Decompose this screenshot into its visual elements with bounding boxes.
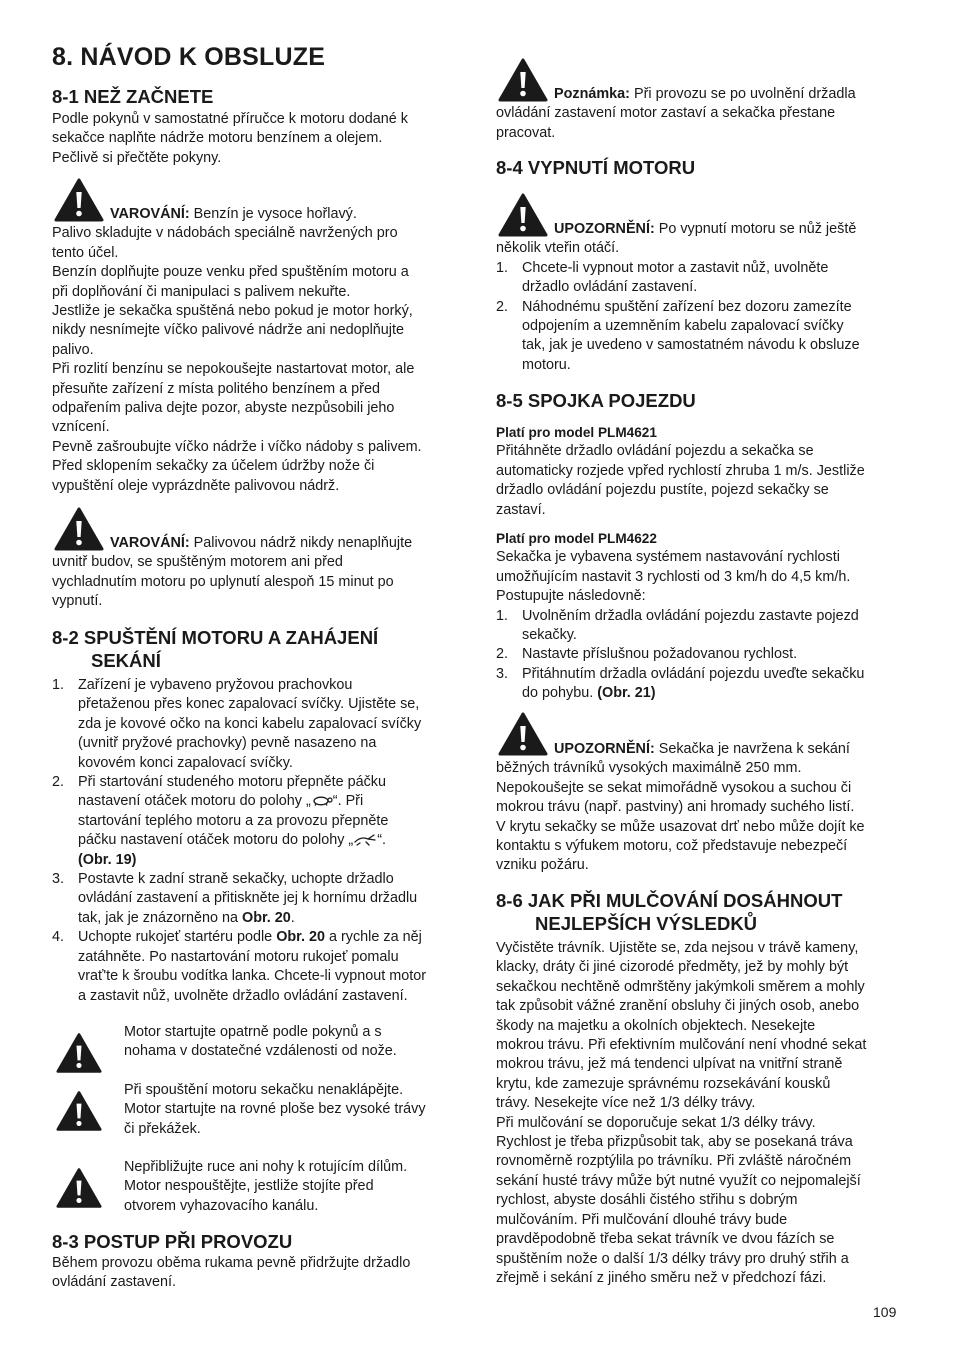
fuel-warning: VAROVÁNÍ: Benzín je vysoce hořlavý. Palivo skladujte v nádobách speciálně navržených pro tento účel. Benzín doplňujte pouze venku před spuštěním motoru a při doplňování či manipulaci s palivem nekuřte. Jestliže je sekačka spuštěná nebo pokud je motor horký, nikdy nesnímejte víčko palivové nádrže ani nedoplňujte palivo. Při rozlití benzínu se nepokoušejte nastartovat motor, ale přesuňte zařízení z místa politého benzínem a před odpařením paliva dejte pozor, abyste nezpůsobili jeho vznícení. Pevně zašroubujte víčko nádrže i víčko nádoby s palivem. Před sklopením sekačky za účelem údržby nože či vypuštění oleje vyprázdněte palivovou nádrž. <box>52 206 422 494</box>
operation-note: Poznámka: Při provozu se po uvolnění držadla ovládání zastavení motor zastaví a sekačka přestane pracovat. <box>496 86 856 141</box>
list-item: 2. Náhodnému spuštění zařízení bez dozoru zamezíte odpojením a uzemněním kabelu zapalovací svíčky tak, jak je uvedeno v samostatném návodu k obsluze motoru. <box>496 298 860 373</box>
safety-note: Nepřibližujte ruce ani nohy k rotujícím dílům. Motor nespouštějte, jestliže stojíte před otvorem vyhazovacího kanálu. <box>124 1159 408 1214</box>
section-8-5-title: 8-5 SPOJKA POJEZDU <box>496 390 696 411</box>
warning-triangle-icon <box>56 1090 102 1132</box>
section-8-2-title: 8-2 SPUŠTĚNÍ MOTORU A ZAHÁJENÍ SEKÁNÍ <box>52 627 379 671</box>
section-8-5-text: Platí pro model PLM4621 Přitáhněte držadlo ovládání pojezdu a sekačka se automaticky rozjede vpřed rychlostí zhruba 1 m/s. Jestliže držadlo ovládání pojezdu pustíte, pojezd sekačky se zastaví. Platí pro model PLM4622 Sekačka je vybavena systémem nastavování rychlosti umožňujícím nastavit 3 rychlosti od 3 km/h do 4,5 km/h. Postupujte následovně: 1. Uvolněním držadla ovládání pojezdu zastavte pojezd sekačky. 2. Nastavte příslušnou požadovanou rychlost. 3. Přitáhnutím držadla ovládání pojezdu uveďte sekačku do pohybu. (Obr. 21) <box>496 423 906 704</box>
page-number: 109 <box>873 1304 897 1320</box>
section-8-6-title: 8-6 JAK PŘI MULČOVÁNÍ DOSÁHNOUT NEJLEPŠÍCH VÝSLEDKŮ <box>496 890 843 934</box>
section-8-1-title: 8-1 NEŽ ZAČNETE <box>52 86 214 107</box>
list-item: 3. Přitáhnutím držadla ovládání pojezdu uveďte sekačku do pohybu. (Obr. 21) <box>496 665 865 702</box>
section-8-3-title: 8-3 POSTUP PŘI PROVOZU <box>52 1231 293 1252</box>
refuel-warning: VAROVÁNÍ: Palivovou nádrž nikdy nenaplňujte uvnitř budov, se spuštěným motorem ani před vychladnutím motoru po uplynutí alespoň 15 minut po vypnutí. <box>52 535 413 610</box>
warning-triangle-icon <box>56 1167 102 1209</box>
section-8-4-title: 8-4 VYPNUTÍ MOTORU <box>496 157 696 178</box>
section-8-6-text: Vyčistěte trávník. Ujistěte se, zda nejsou v trávě kameny, klacky, dráty či jiné cizorodé předměty, jež by mohly být sekačkou nechtěně odmrštěny jakýmkoli směrem a mohly tak způsobit vážné zranění obsluhy či jiných osob, anebo škody na majetku a okolních objektech. Nesekejte mokrou trávu. Při efektivním mulčování není vhodné sekat mokrou trávu, jež má tendenci ulpívat na vnitřní straně krytu, kde zamezuje správnému rozsekávání kousků trávy. Nesekejte více než 1/3 délky trávy. Při mulčování se doporučuje sekat 1/3 délky trávy. Rychlost je třeba přizpůsobit tak, aby se posekaná tráva rovnoměrně rozptýlila po trávníku. Při zvláště náročném sekání husté trávy může být nutné využít co nejpomalejší rychlost, abyste dosáhli čistého střihu s dobrým mulčováním. Při mulčování dlouhé trávy bude pravděpodobně třeba sekat trávník ve dvou fázích se spuštěním nože o další 1/3 délky trávy pro druhý střih a zřejmě i sekání z jiného směru než v předchozí fázi. <box>496 940 867 1286</box>
blade-caution: UPOZORNĚNÍ: Po vypnutí motoru se nůž ještě několik vteřin otáčí. 1. Chcete-li vypnout motor a zastavit nůž, uvolněte držadlo ovládání zastavení. 2. Náhodnému spuštění zařízení bez dozoru zamezíte odpojením a uzemněním kabelu zapalovací svíčky tak, jak je uvedeno v samostatném návodu k obsluze motoru. <box>496 220 906 375</box>
grass-caution: UPOZORNĚNÍ: Sekačka je navržena k sekání běžných trávníků vysokých maximálně 250 mm. Nepokoušejte se sekat mimořádně vysokou a suchou či mokrou trávu (např. pastviny) ani hromady suchého listí. V krytu sekačky se může usazovat drť nebo může dojít ke kontaktu s výfukem motoru, což představuje nebezpečí vzniku požáru. <box>496 741 865 874</box>
safety-note: Motor startujte opatrně podle pokynů a s nohama v dostatečné vzdálenosti od nože. <box>124 1024 397 1060</box>
safety-note: Při spouštění motoru sekačku nenaklápějte. Motor startujte na rovné ploše bez vysoké trávy či překážek. <box>124 1082 426 1137</box>
warning-triangle-icon <box>56 1032 102 1074</box>
list-item: 2. Nastavte příslušnou požadovanou rychlost. <box>496 646 798 663</box>
section-8-3-text: Během provozu oběma rukama pevně přidržujte držadlo ovládání zastavení. <box>52 1255 411 1291</box>
chapter-title: 8. NÁVOD K OBSLUZE <box>52 43 326 71</box>
list-item: 3. Postavte k zadní straně sekačky, uchopte držadlo ovládání zastavení a přitiskněte jej k hornímu držadlu tak, jak je znázorněno na Obr. 20. <box>52 871 418 926</box>
section-8-1-intro: Podle pokynů v samostatné příručce k motoru dodané k sekačce naplňte nádrže motoru benzínem a olejem. Pečlivě si přečtěte pokyny. <box>52 111 408 166</box>
list-item: 2. Při startování studeného motoru přepněte páčku nastavení otáček motoru do polohy „ “. Při startování teplého motoru a za provozu přepněte páčku nastavení otáček motoru do polohy „ “. (Obr. 19) <box>52 774 389 868</box>
section-8-2-steps <box>52 676 462 1006</box>
hare-fast-icon <box>353 832 377 846</box>
turtle-slow-icon <box>311 794 333 806</box>
list-item: 4. Uchopte rukojeť startéru podle Obr. 20 a rychle za něj zatáhněte. Po nastartování motoru rukojeť pomalu vrať'te k šroubu vodítka lanka. Chcete-li vypnout motor a zastavit nůž, uvolněte držadlo ovládání zastavení. <box>52 929 427 1004</box>
list-item: 1. Chcete-li vypnout motor a zastavit nůž, uvolněte držadlo ovládání zastavení. <box>496 259 829 296</box>
list-item: 1. Uvolněním držadla ovládání pojezdu zastavte pojezd sekačky. <box>496 607 859 644</box>
list-item: 1. Zařízení je vybaveno pryžovou prachovkou přetaženou přes konec zapalovací svíčky. Ujistěte se, zda je kovové očko na konci kabelu zapalovací svíčky (uvnitř pryžové prachovky) pevně nasazeno na kovovém konci zapalovací svíčky. <box>52 677 422 771</box>
